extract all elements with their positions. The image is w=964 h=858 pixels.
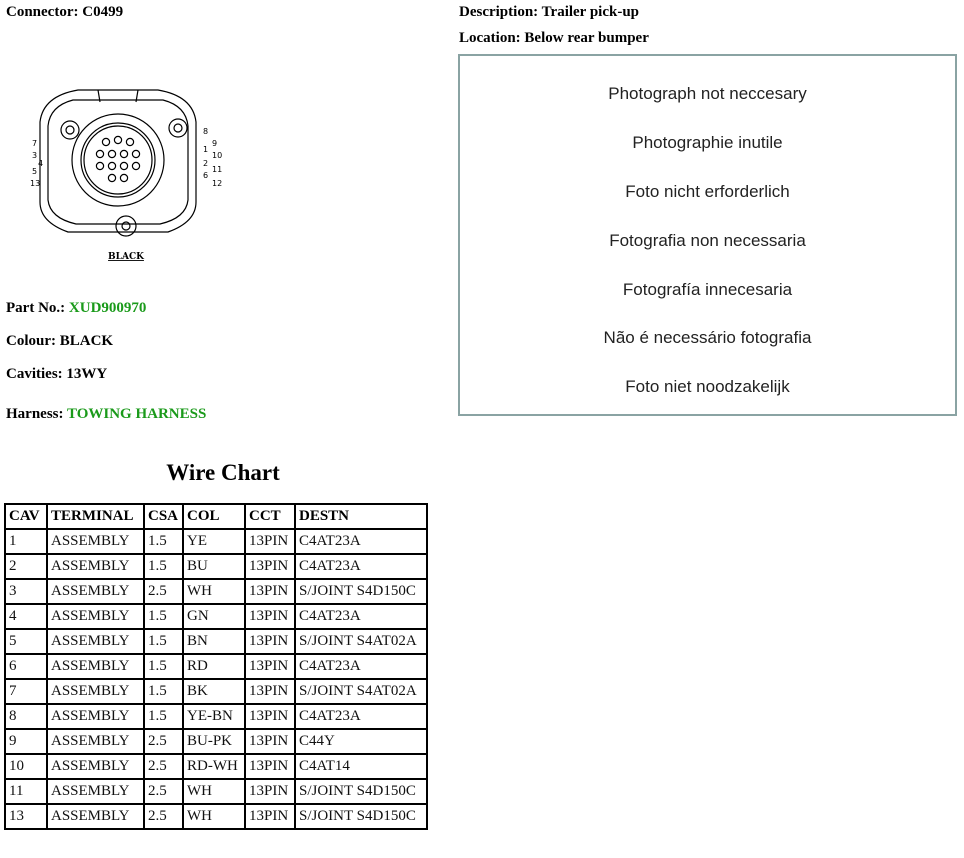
csa-cell: 2.5 <box>145 755 182 778</box>
cav-cell: 5 <box>6 630 46 653</box>
cavities-label: Cavities: <box>6 366 63 382</box>
cavities <box>6 365 107 383</box>
col-cell: BU <box>184 555 244 578</box>
photo-placeholder-box <box>458 54 957 416</box>
destn-cell: S/JOINT S4AT02A <box>296 680 426 703</box>
csa-cell: 2.5 <box>145 805 182 828</box>
table-row <box>6 805 426 828</box>
terminal-cell: ASSEMBLY <box>48 705 143 728</box>
column-header: CSA <box>145 505 182 528</box>
photo-notice-line: Fotografía innecesaria <box>622 280 793 299</box>
destn-cell: C4AT23A <box>296 605 426 628</box>
cavities-value: 13WY <box>66 366 108 382</box>
destn-cell: C4AT14 <box>296 755 426 778</box>
pin-label: 12 <box>212 179 223 188</box>
terminal-cell: ASSEMBLY <box>48 605 143 628</box>
csa-cell: 2.5 <box>145 580 182 603</box>
cav-cell: 10 <box>6 755 46 778</box>
table-row <box>6 755 426 778</box>
cav-cell: 6 <box>6 655 46 678</box>
col-cell: YE-BN <box>184 705 244 728</box>
terminal-cell: ASSEMBLY <box>48 730 143 753</box>
cav-cell: 7 <box>6 680 46 703</box>
pin-label: 7 <box>32 139 38 148</box>
table-row <box>6 530 426 553</box>
connector-value: C0499 <box>82 4 124 20</box>
pin-label: 8 <box>203 127 209 136</box>
location <box>459 29 649 47</box>
destn-cell: C4AT23A <box>296 555 426 578</box>
cav-cell: 9 <box>6 730 46 753</box>
csa-cell: 1.5 <box>145 655 182 678</box>
cav-cell: 13 <box>6 805 46 828</box>
table-row <box>6 730 426 753</box>
pin-label: 9 <box>212 139 218 148</box>
csa-cell: 1.5 <box>145 530 182 553</box>
photo-notice-line: Foto niet noodzakelijk <box>625 377 790 396</box>
cct-cell: 13PIN <box>246 705 294 728</box>
connector-label: Connector: <box>6 4 79 20</box>
csa-cell: 1.5 <box>145 555 182 578</box>
col-cell: RD-WH <box>184 755 244 778</box>
cct-cell: 13PIN <box>246 680 294 703</box>
pin-label: 11 <box>212 165 223 174</box>
table-row <box>6 605 426 628</box>
pin-label: 2 <box>203 159 209 168</box>
csa-cell: 1.5 <box>145 680 182 703</box>
destn-cell: C4AT23A <box>296 530 426 553</box>
table-row <box>6 580 426 603</box>
table-row <box>6 780 426 803</box>
cav-cell: 8 <box>6 705 46 728</box>
photo-notice-line: Não é necessário fotografia <box>603 328 812 347</box>
cav-cell: 11 <box>6 780 46 803</box>
cct-cell: 13PIN <box>246 555 294 578</box>
pin-label: 10 <box>212 151 223 160</box>
csa-cell: 1.5 <box>145 630 182 653</box>
table-row <box>6 630 426 653</box>
table-row <box>6 655 426 678</box>
pin-label: 6 <box>203 171 209 180</box>
csa-cell: 1.5 <box>145 705 182 728</box>
destn-cell: S/JOINT S4D150C <box>296 580 426 603</box>
harness-link[interactable]: TOWING HARNESS <box>66 406 207 422</box>
cav-cell: 3 <box>6 580 46 603</box>
part-no-link[interactable]: XUD900970 <box>68 300 147 316</box>
part-no <box>6 299 146 317</box>
table-row <box>6 705 426 728</box>
connector-id <box>6 3 123 21</box>
photo-notice-line: Photographie inutile <box>632 133 783 152</box>
description-value: Trailer pick-up <box>541 4 640 20</box>
cav-cell: 1 <box>6 530 46 553</box>
terminal-cell: ASSEMBLY <box>48 580 143 603</box>
cct-cell: 13PIN <box>246 780 294 803</box>
col-cell: BU-PK <box>184 730 244 753</box>
cct-cell: 13PIN <box>246 755 294 778</box>
column-header: TERMINAL <box>48 505 143 528</box>
cct-cell: 13PIN <box>246 655 294 678</box>
destn-cell: C44Y <box>296 730 426 753</box>
colour-label: Colour: <box>6 333 56 349</box>
photo-notice-line: Photograph not neccesary <box>608 84 807 103</box>
cct-cell: 13PIN <box>246 805 294 828</box>
cct-cell: 13PIN <box>246 530 294 553</box>
csa-cell: 2.5 <box>145 730 182 753</box>
description-label: Description: <box>459 4 539 20</box>
location-label: Location: <box>459 30 521 46</box>
terminal-cell: ASSEMBLY <box>48 805 143 828</box>
col-cell: WH <box>184 580 244 603</box>
table-header-row <box>6 505 426 528</box>
pin-label: 4 <box>38 159 44 168</box>
photo-notice-line: Foto nicht erforderlich <box>625 182 790 201</box>
table-row <box>6 680 426 703</box>
terminal-cell: ASSEMBLY <box>48 780 143 803</box>
col-cell: YE <box>184 530 244 553</box>
pin-label: 13 <box>30 179 41 188</box>
photo-notice-line: Fotografia non necessaria <box>609 231 806 250</box>
csa-cell: 1.5 <box>145 605 182 628</box>
column-header: DESTN <box>296 505 426 528</box>
cct-cell: 13PIN <box>246 605 294 628</box>
location-value: Below rear bumper <box>524 30 649 46</box>
destn-cell: C4AT23A <box>296 705 426 728</box>
terminal-cell: ASSEMBLY <box>48 655 143 678</box>
harness <box>6 405 206 423</box>
colour-value: BLACK <box>59 333 114 349</box>
column-header: CCT <box>246 505 294 528</box>
part-no-label: Part No.: <box>6 300 66 316</box>
cav-cell: 2 <box>6 555 46 578</box>
cct-cell: 13PIN <box>246 730 294 753</box>
pin-label: 1 <box>203 145 209 154</box>
col-cell: WH <box>184 780 244 803</box>
csa-cell: 2.5 <box>145 780 182 803</box>
terminal-cell: ASSEMBLY <box>48 680 143 703</box>
terminal-cell: ASSEMBLY <box>48 555 143 578</box>
terminal-cell: ASSEMBLY <box>48 530 143 553</box>
destn-cell: C4AT23A <box>296 655 426 678</box>
pin-label: 3 <box>32 151 38 160</box>
harness-label: Harness: <box>6 406 64 422</box>
col-cell: RD <box>184 655 244 678</box>
cct-cell: 13PIN <box>246 630 294 653</box>
terminal-cell: ASSEMBLY <box>48 630 143 653</box>
column-header: CAV <box>6 505 46 528</box>
destn-cell: S/JOINT S4D150C <box>296 805 426 828</box>
col-cell: GN <box>184 605 244 628</box>
col-cell: BK <box>184 680 244 703</box>
wire-chart-body <box>6 530 426 828</box>
col-cell: BN <box>184 630 244 653</box>
diagram-caption: BLACK <box>108 252 144 262</box>
destn-cell: S/JOINT S4D150C <box>296 780 426 803</box>
cct-cell: 13PIN <box>246 580 294 603</box>
destn-cell: S/JOINT S4AT02A <box>296 630 426 653</box>
terminal-cell: ASSEMBLY <box>48 755 143 778</box>
colour <box>6 332 113 350</box>
pin-label: 5 <box>32 167 38 176</box>
column-header: COL <box>184 505 244 528</box>
table-row <box>6 555 426 578</box>
cav-cell: 4 <box>6 605 46 628</box>
connector-diagram <box>28 82 228 264</box>
wire-chart-title: Wire Chart <box>166 460 280 485</box>
col-cell: WH <box>184 805 244 828</box>
description <box>459 3 639 21</box>
wire-chart-table <box>4 503 428 830</box>
